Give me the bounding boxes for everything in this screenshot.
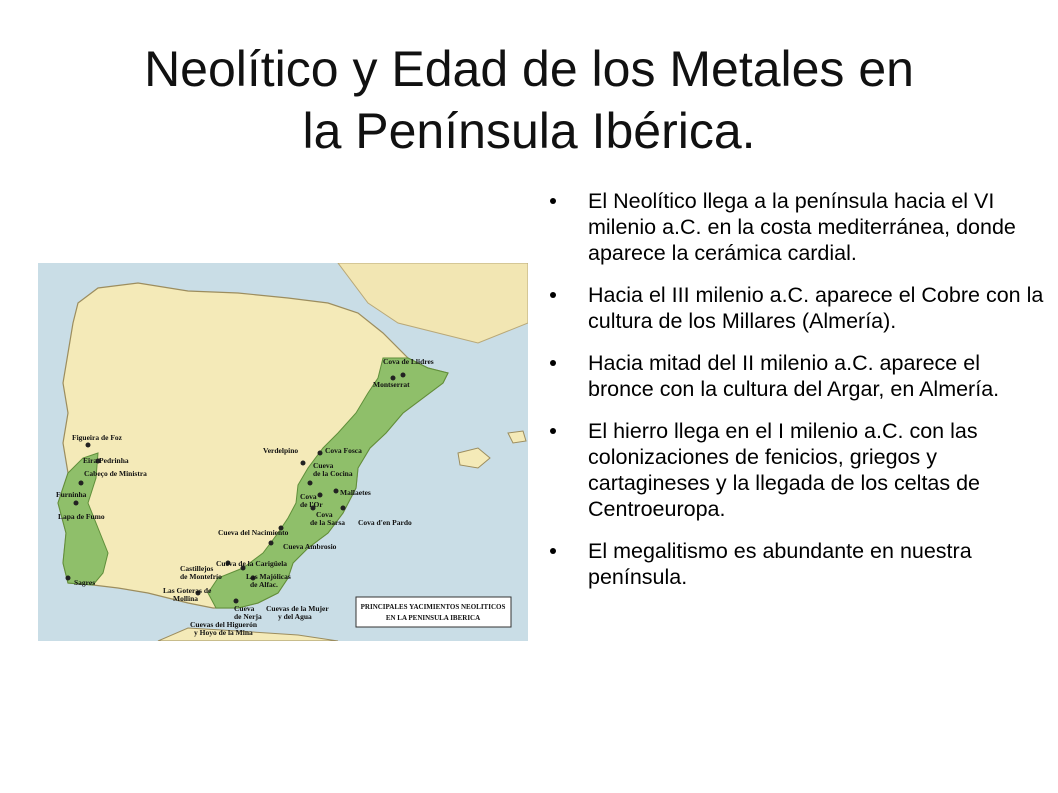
site-dot: [401, 373, 406, 378]
site-label: Cova: [300, 492, 317, 501]
site-label: Cuevas del Higuerón: [190, 620, 258, 629]
site-label: Mollina: [173, 594, 199, 603]
bullet-dot: [550, 548, 556, 554]
site-label: Cova de Llidres: [383, 357, 434, 366]
site-label: Figueira de Foz: [72, 433, 122, 442]
bullet-text: Hacia el III milenio a.C. aparece el Cobre con la cultura de los Millares (Almería).: [588, 283, 1044, 333]
site-dot: [318, 493, 323, 498]
site-dot: [234, 599, 239, 604]
bullet-item: [548, 188, 1048, 266]
site-label: Montserrat: [373, 380, 410, 389]
site-dot: [79, 481, 84, 486]
site-label: Castillejos: [180, 564, 214, 573]
bullet-item: [548, 282, 1048, 334]
site-label: Cueva: [234, 604, 255, 613]
site-label: de Nerja: [234, 612, 262, 621]
bullet-list: [548, 188, 1048, 606]
site-dot: [301, 461, 306, 466]
map-legend-line-2: EN LA PENINSULA IBERICA: [385, 614, 481, 622]
site-label: Cueva de la Carigüela: [216, 559, 288, 568]
site-label: de l'Or: [300, 500, 323, 509]
iberian-peninsula-map: [38, 263, 528, 641]
site-dot: [341, 506, 346, 511]
bullet-dot: [550, 198, 556, 204]
site-label: Furninha: [56, 490, 87, 499]
site-label: Lapa de Fumo: [58, 512, 105, 521]
site-label: Eira Pedrinha: [83, 456, 129, 465]
site-label: Cova d'en Pardo: [358, 518, 412, 527]
site-label: Cueva del Nacimiento: [218, 528, 289, 537]
bullet-text: El megalitismo es abundante en nuestra península.: [588, 539, 972, 589]
bullet-dot: [550, 360, 556, 366]
site-dot: [334, 489, 339, 494]
bullet-dot: [550, 428, 556, 434]
bullet-item: [548, 538, 1048, 590]
site-label: de la Cocina: [313, 469, 353, 478]
site-label: de la Sarsa: [310, 518, 346, 527]
site-label: Cabeço de Ministra: [84, 469, 147, 478]
map-legend-box: [356, 597, 511, 627]
site-label: y Hoyo de la Mina: [194, 628, 253, 637]
site-dot: [308, 481, 313, 486]
site-dot: [269, 541, 274, 546]
bullet-item: [548, 350, 1048, 402]
site-dot: [318, 451, 323, 456]
bullet-dot: [550, 292, 556, 298]
site-label: Las Goteras de: [163, 586, 212, 595]
slide-title: [0, 38, 1058, 162]
site-label: Cova: [316, 510, 333, 519]
map-legend-line-1: PRINCIPALES YACIMIENTOS NEOLITICOS: [360, 603, 506, 611]
bullet-item: [548, 418, 1048, 522]
bullet-text: El hierro llega en el I milenio a.C. con las colonizaciones de fenicios, griegos y cartagineses y la llegada de los celtas de Centroeuropa.: [588, 419, 981, 521]
title-line-2: la Península Ibérica.: [302, 103, 756, 159]
site-label: Las Majólicas: [246, 572, 291, 581]
site-label: de Montefrío: [180, 572, 222, 581]
map-svg: [38, 263, 528, 641]
site-dot: [74, 501, 79, 506]
site-dot: [66, 576, 71, 581]
site-label: Sagres: [74, 578, 96, 587]
site-label: y del Agua: [278, 612, 312, 621]
bullet-text: El Neolítico llega a la península hacia el VI milenio a.C. en la costa mediterránea, donde aparece la cerámica cardial.: [588, 189, 1016, 265]
site-label: Cueva: [313, 461, 334, 470]
title-line-1: Neolítico y Edad de los Metales en: [144, 41, 914, 97]
bullet-text: Hacia mitad del II milenio a.C. aparece el bronce con la cultura del Argar, en Almería.: [588, 351, 1000, 401]
site-label: Verdelpino: [263, 446, 299, 455]
site-label: Mallaetes: [340, 488, 371, 497]
site-label: Cueva Ambrosio: [283, 542, 337, 551]
site-label: de Alfac.: [250, 580, 278, 589]
site-label: Cuevas de la Mujer: [266, 604, 329, 613]
site-label: Cova Fosca: [325, 446, 362, 455]
site-dot: [86, 443, 91, 448]
